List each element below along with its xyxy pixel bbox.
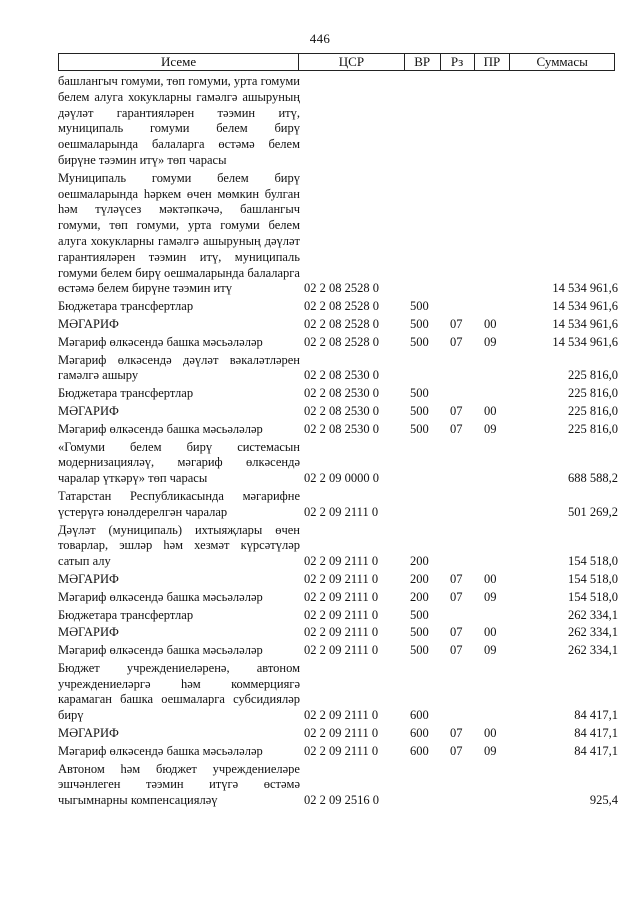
row-csr: 02 2 09 0000 0 [304, 471, 379, 486]
row-sum: 154 518,0 [568, 554, 618, 569]
row-csr: 02 2 08 2530 0 [304, 368, 379, 383]
row-vr: 500 [410, 607, 429, 622]
row-vr: 600 [410, 726, 429, 741]
row-name: Дәүләт (муниципаль) ихтыяҗлары өчен товарлар, эшләр һәм хезмәт күрсәтүләр сатып алу [58, 522, 300, 569]
row-name: башлангыч гомуми, төп гомуми, урта гомуми белем алуга хокукларны гамәлгә ашыруның дәүләт гарантияләрен тәэмин итү, муниципаль гомуми белем бирү оешмаларында балаларга өстәмә белем бирүне тәэмин итү» төп чарасы [58, 74, 300, 167]
row-rz: 07 [450, 726, 463, 741]
table-row [58, 317, 618, 333]
row-csr: 02 2 09 2111 0 [304, 589, 379, 604]
row-sum: 154 518,0 [568, 589, 618, 604]
row-name: Мәгариф өлкәсендә башка мәсьәләләр [58, 743, 263, 758]
row-pr: 00 [484, 625, 497, 640]
row-csr: 02 2 08 2528 0 [304, 281, 379, 296]
row-name: Татарстан Республикасында мәгарифне үстерүгә юнәлдерелгән чаралар [58, 488, 300, 519]
row-vr: 500 [410, 421, 429, 436]
table-header [58, 53, 615, 71]
header-sum: Суммасы [536, 54, 588, 69]
table-row [58, 335, 618, 351]
row-csr: 02 2 09 2111 0 [304, 726, 379, 741]
row-sum: 84 417,1 [574, 743, 618, 758]
row-name: МӘГАРИФ [58, 625, 119, 640]
row-csr: 02 2 08 2530 0 [304, 403, 379, 418]
row-pr: 09 [484, 643, 497, 658]
table-row [58, 404, 618, 420]
row-csr: 02 2 09 2516 0 [304, 793, 379, 808]
row-csr: 02 2 09 2111 0 [304, 607, 379, 622]
row-sum: 225 816,0 [568, 403, 618, 418]
row-name: Мәгариф өлкәсендә дәүләт вәкаләтләрен гамәлгә ашыру [58, 352, 300, 383]
row-sum: 262 334,1 [568, 607, 618, 622]
row-rz: 07 [450, 589, 463, 604]
row-pr: 09 [484, 421, 497, 436]
row-rz: 07 [450, 743, 463, 758]
page-number: 446 [309, 31, 331, 46]
row-csr: 02 2 09 2111 0 [304, 625, 379, 640]
header-vr: ВР [405, 54, 441, 70]
row-sum: 14 534 961,6 [552, 316, 618, 331]
row-rz: 07 [450, 403, 463, 418]
row-csr: 02 2 08 2528 0 [304, 299, 379, 314]
table-body [58, 74, 618, 809]
row-name: Мәгариф өлкәсендә башка мәсьәләләр [58, 421, 263, 436]
row-vr: 200 [410, 571, 429, 586]
table-row [58, 726, 618, 742]
table-row [58, 590, 618, 606]
row-pr: 00 [484, 316, 497, 331]
row-sum: 225 816,0 [568, 421, 618, 436]
table-row [58, 440, 618, 487]
row-sum: 225 816,0 [568, 386, 618, 401]
row-csr: 02 2 09 2111 0 [304, 554, 379, 569]
row-name: «Гомуми белем бирү системасын модернизацияләү, мәгариф өлкәсендә чаралар үткәрү» төп чарасы [58, 439, 300, 486]
row-sum: 262 334,1 [568, 625, 618, 640]
table-row [58, 299, 618, 315]
table-row [58, 353, 618, 385]
table-row [58, 608, 618, 624]
row-name: МӘГАРИФ [58, 571, 119, 586]
row-vr: 600 [410, 708, 429, 723]
row-sum: 154 518,0 [568, 571, 618, 586]
row-name: Автоном һәм бюджет учреждениеләре эшчәнлеген тәэмин итүгә өстәмә чыгымнарны компенсацияләү [58, 761, 300, 808]
row-sum: 925,4 [589, 793, 618, 808]
row-vr: 500 [410, 299, 429, 314]
row-name: МӘГАРИФ [58, 403, 119, 418]
table-row [58, 625, 618, 641]
row-vr: 200 [410, 554, 429, 569]
table-row [58, 171, 618, 297]
table-row [58, 422, 618, 438]
row-name: Мәгариф өлкәсендә башка мәсьәләләр [58, 589, 263, 604]
row-csr: 02 2 09 2111 0 [304, 743, 379, 758]
row-csr: 02 2 09 2111 0 [304, 504, 379, 519]
row-pr: 09 [484, 743, 497, 758]
row-sum: 225 816,0 [568, 368, 618, 383]
table-row [58, 489, 618, 521]
row-vr: 600 [410, 743, 429, 758]
row-sum: 501 269,2 [568, 504, 618, 519]
row-rz: 07 [450, 571, 463, 586]
row-rz: 07 [450, 643, 463, 658]
row-vr: 500 [410, 403, 429, 418]
table-row [58, 386, 618, 402]
row-sum: 688 588,2 [568, 471, 618, 486]
row-vr: 500 [410, 334, 429, 349]
row-name: МӘГАРИФ [58, 316, 119, 331]
row-vr: 200 [410, 589, 429, 604]
row-sum: 14 534 961,6 [552, 334, 618, 349]
row-name: МӘГАРИФ [58, 726, 119, 741]
row-rz: 07 [450, 421, 463, 436]
table-row [58, 762, 618, 809]
row-csr: 02 2 09 2111 0 [304, 643, 379, 658]
row-sum: 14 534 961,6 [552, 299, 618, 314]
row-vr: 500 [410, 316, 429, 331]
row-pr: 09 [484, 589, 497, 604]
row-pr: 00 [484, 726, 497, 741]
header-name: Исеме [59, 54, 299, 70]
header-rz: Рз [441, 54, 475, 70]
row-csr: 02 2 09 2111 0 [304, 571, 379, 586]
row-name: Бюджетара трансфертлар [58, 607, 194, 622]
row-rz: 07 [450, 625, 463, 640]
row-vr: 500 [410, 643, 429, 658]
row-name: Бюджетара трансфертлар [58, 299, 194, 314]
row-csr: 02 2 08 2528 0 [304, 334, 379, 349]
row-pr: 00 [484, 403, 497, 418]
row-sum: 14 534 961,6 [552, 281, 618, 296]
row-sum: 84 417,1 [574, 708, 618, 723]
table-row [58, 744, 618, 760]
row-name: Бюджетара трансфертлар [58, 386, 194, 401]
row-rz: 07 [450, 334, 463, 349]
row-csr: 02 2 08 2528 0 [304, 316, 379, 331]
row-name: Муниципаль гомуми белем бирү оешмаларында һәркем өчен мөмкин булган һәм түләүсез мәктәпкәчә, башлангыч гомуми, төп гомуми, урта гомуми белем алуга хокукларны гамәлгә ашыруның дәүләт гарантияләрен тәэмин итү, муниципаль гомуми белем бирү оешмаларында балаларга өстәмә белем бирүне тәэмин итү [58, 170, 300, 296]
row-csr: 02 2 08 2530 0 [304, 386, 379, 401]
row-sum: 84 417,1 [574, 726, 618, 741]
row-name: Мәгариф өлкәсендә башка мәсьәләләр [58, 643, 263, 658]
row-vr: 500 [410, 625, 429, 640]
row-name: Бюджет учреждениеләренә, автоном учреждениеләргә һәм коммерциягә карамаган башка оешмаларга субсидияләр бирү [58, 660, 300, 723]
row-rz: 07 [450, 316, 463, 331]
table-row [58, 572, 618, 588]
header-csr: ЦСР [299, 54, 405, 70]
row-csr: 02 2 08 2530 0 [304, 421, 379, 436]
row-pr: 00 [484, 571, 497, 586]
table-row [58, 523, 618, 570]
row-pr: 09 [484, 334, 497, 349]
table-row [58, 661, 618, 724]
row-vr: 500 [410, 386, 429, 401]
table-row [58, 74, 618, 169]
row-name: Мәгариф өлкәсендә башка мәсьәләләр [58, 334, 263, 349]
row-csr: 02 2 09 2111 0 [304, 708, 379, 723]
header-pr: ПР [475, 54, 511, 70]
table-row [58, 643, 618, 659]
row-sum: 262 334,1 [568, 643, 618, 658]
